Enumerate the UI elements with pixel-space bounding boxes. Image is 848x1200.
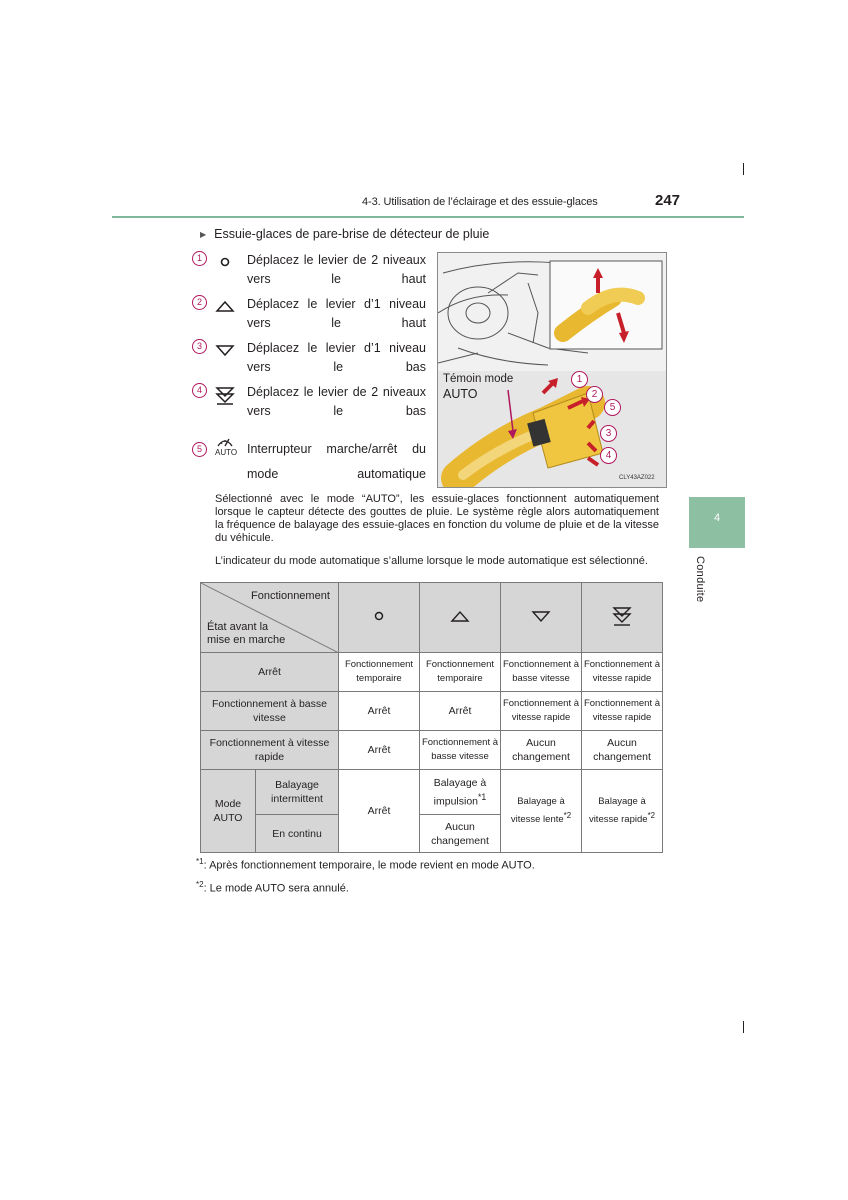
description-paragraph: Sélectionné avec le mode “AUTO”, les essuie-glaces fonctionnent automatiquement lorsque le capteur détecte des gouttes de pluie. Le système règle alors automatiquement la fréquence de balayage des essuie-glaces en fonction du volume de pluie et de la vitesse du véhicule.	[215, 493, 659, 544]
chapter-tab[interactable]	[689, 497, 745, 548]
table-row	[201, 692, 663, 731]
header-rule	[112, 216, 744, 218]
footnote-mark: *1	[196, 857, 204, 866]
item-text: Déplacez le levier de 2 niveaux vers le haut	[247, 253, 426, 286]
double-triangle-down-icon	[214, 385, 236, 405]
row-subheader: En continu	[256, 815, 339, 853]
callout-number: 3	[192, 339, 207, 354]
circle-icon	[214, 253, 236, 271]
row-header: Arrêt	[201, 653, 339, 692]
item-text: Déplacez le levier d’1 niveau vers le haut	[247, 297, 426, 330]
header-title: 4-3. Utilisation de l’éclairage et des essuie-glaces	[362, 196, 598, 208]
footnote-mark: *2	[196, 880, 204, 889]
table-row	[201, 653, 663, 692]
table-corner-cell	[201, 583, 339, 653]
corner-top-label: Fonctionnement	[251, 590, 330, 602]
table-cell: Fonctionnement à vitesse rapide	[501, 692, 582, 731]
section-heading-text: Essuie-glaces de pare-brise de détecteur de pluie	[214, 227, 490, 241]
triangle-up-icon	[214, 297, 236, 315]
corner-bottom-label: État avant la mise en marche	[207, 621, 286, 646]
callout-number: 4	[192, 383, 207, 398]
column-header	[582, 583, 663, 653]
table-cell: Fonctionnement temporaire	[420, 653, 501, 692]
row-header: Fonctionnement à vitesse rapide	[201, 731, 339, 770]
callout-number: 2	[192, 295, 207, 310]
table-row	[201, 770, 663, 815]
wiper-auto-icon	[214, 436, 236, 448]
cell-text: Balayage à vitesse rapide	[588, 795, 648, 826]
row-header-auto: Mode AUTO	[201, 770, 256, 853]
circle-icon	[368, 608, 390, 624]
table-row	[201, 731, 663, 770]
chapter-name: Conduite	[694, 556, 706, 603]
figure-callout: 3	[600, 425, 617, 442]
table-cell: Arrêt	[420, 692, 501, 731]
column-header	[339, 583, 420, 653]
table-cell: Arrêt	[339, 770, 420, 853]
table-cell: Aucun changement	[501, 731, 582, 770]
figure-code: CLY43AZ022	[619, 475, 655, 481]
callout-number: 1	[192, 251, 207, 266]
table-cell: Fonctionnement à vitesse rapide	[582, 653, 663, 692]
crop-mark-top	[743, 163, 744, 175]
footnote-ref: *2	[647, 810, 656, 820]
row-header: Fonctionnement à basse vitesse	[201, 692, 339, 731]
table-cell: Arrêt	[339, 731, 420, 770]
double-triangle-down-icon	[611, 605, 633, 627]
wiper-auto-label: AUTO	[215, 448, 238, 457]
table-cell	[420, 770, 501, 815]
triangle-down-icon	[530, 608, 552, 624]
crop-mark-bottom	[743, 1021, 744, 1033]
wiper-lever-figure	[437, 252, 667, 488]
table-cell: Fonctionnement à vitesse rapide	[582, 692, 663, 731]
footnote-text: : Après fonctionnement temporaire, le mode revient en mode AUTO.	[203, 859, 535, 872]
chapter-number: 4	[713, 512, 721, 524]
figure-caption: Témoin mode	[443, 373, 514, 385]
indicator-paragraph: L’indicateur du mode automatique s’allume lorsque le mode automatique est sélectionné.	[215, 555, 648, 567]
footnote	[196, 857, 535, 872]
item-text: Déplacez le levier de 2 niveaux vers le bas	[247, 385, 426, 418]
table-cell: Fonctionnement à basse vitesse	[501, 653, 582, 692]
table-cell: Aucun changement	[420, 815, 501, 853]
footnote	[196, 880, 349, 895]
triangle-up-icon	[449, 608, 471, 624]
triangle-down-icon	[214, 341, 236, 359]
column-header	[501, 583, 582, 653]
row-subheader: Balayage intermittent	[256, 770, 339, 815]
table-cell	[501, 770, 582, 853]
footnote-text: : Le mode AUTO sera annulé.	[203, 882, 349, 895]
cell-text: Balayage à impulsion	[433, 776, 487, 808]
cell-text: Balayage à vitesse lente	[510, 795, 565, 826]
figure-caption: AUTO	[443, 387, 478, 401]
section-heading	[200, 227, 489, 241]
figure-callout: 5	[604, 399, 621, 416]
table-cell: Fonctionnement temporaire	[339, 653, 420, 692]
figure-callout: 2	[586, 386, 603, 403]
table-cell: Aucun changement	[582, 731, 663, 770]
figure-illustration	[438, 253, 667, 488]
figure-callout: 1	[571, 371, 588, 388]
footnote-ref: *2	[563, 810, 572, 820]
triangle-bullet-icon: ▶	[200, 230, 207, 239]
item-text: Déplacez le levier d’1 niveau vers le bas	[247, 341, 426, 374]
wiper-operation-table	[200, 582, 663, 853]
callout-number: 5	[192, 442, 207, 457]
footnote-ref: *1	[478, 791, 487, 802]
table-cell	[582, 770, 663, 853]
table-cell: Fonctionnement à basse vitesse	[420, 731, 501, 770]
figure-callout: 4	[600, 447, 617, 464]
page-number: 247	[655, 192, 681, 209]
item-text: Interrupteur marche/arrêt du mode automatique	[247, 442, 426, 481]
table-cell: Arrêt	[339, 692, 420, 731]
column-header	[420, 583, 501, 653]
